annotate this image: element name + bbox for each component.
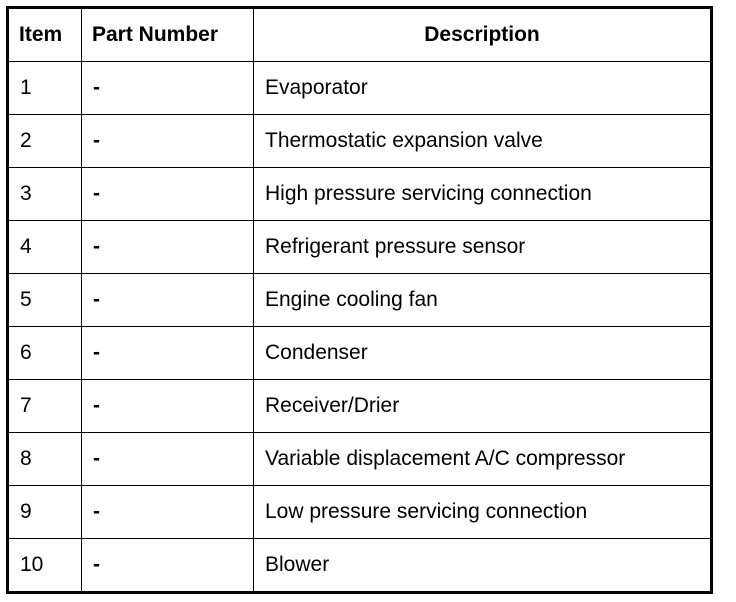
table-row — [8, 274, 712, 327]
item-cell: 1 — [8, 62, 82, 115]
header-item: Item — [8, 8, 82, 62]
table-row — [8, 380, 712, 433]
description-cell: Low pressure servicing connection — [254, 486, 712, 539]
item-cell: 9 — [8, 486, 82, 539]
table-header-row — [8, 8, 712, 62]
description-cell: Refrigerant pressure sensor — [254, 221, 712, 274]
part-number-cell: - — [82, 221, 254, 274]
item-cell: 8 — [8, 433, 82, 486]
item-cell: 3 — [8, 168, 82, 221]
part-number-cell: - — [82, 433, 254, 486]
part-number-cell: - — [82, 380, 254, 433]
description-cell: Condenser — [254, 327, 712, 380]
item-cell: 2 — [8, 115, 82, 168]
header-description: Description — [254, 8, 712, 62]
table-row — [8, 168, 712, 221]
description-cell: Blower — [254, 539, 712, 593]
item-cell: 4 — [8, 221, 82, 274]
part-number-cell: - — [82, 539, 254, 593]
table-row — [8, 433, 712, 486]
item-cell: 6 — [8, 327, 82, 380]
description-cell: Thermostatic expansion valve — [254, 115, 712, 168]
description-cell: Variable displacement A/C compressor — [254, 433, 712, 486]
part-number-cell: - — [82, 486, 254, 539]
table-row — [8, 221, 712, 274]
description-cell: High pressure servicing connection — [254, 168, 712, 221]
table-row — [8, 115, 712, 168]
table-row — [8, 62, 712, 115]
parts-table — [6, 6, 713, 594]
item-cell: 5 — [8, 274, 82, 327]
part-number-cell: - — [82, 62, 254, 115]
header-part-number: Part Number — [82, 8, 254, 62]
part-number-cell: - — [82, 274, 254, 327]
table-row — [8, 327, 712, 380]
table-row — [8, 539, 712, 593]
part-number-cell: - — [82, 327, 254, 380]
item-cell: 10 — [8, 539, 82, 593]
part-number-cell: - — [82, 168, 254, 221]
item-cell: 7 — [8, 380, 82, 433]
description-cell: Receiver/Drier — [254, 380, 712, 433]
description-cell: Engine cooling fan — [254, 274, 712, 327]
table-row — [8, 486, 712, 539]
description-cell: Evaporator — [254, 62, 712, 115]
part-number-cell: - — [82, 115, 254, 168]
